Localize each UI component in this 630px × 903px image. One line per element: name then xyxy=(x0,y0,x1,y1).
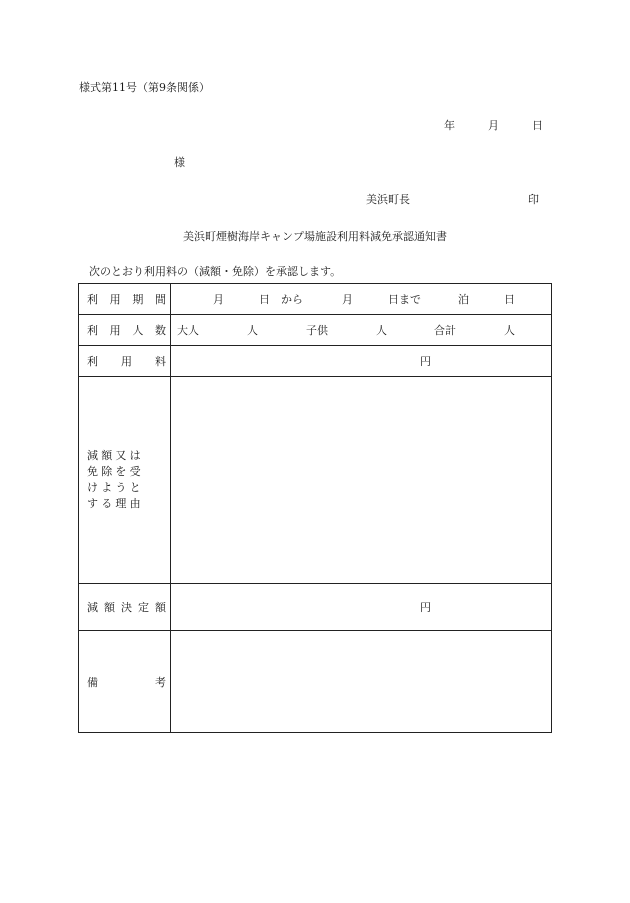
users-adult-unit: 人 xyxy=(247,324,258,337)
table-row-fee xyxy=(79,346,552,377)
period-from: から xyxy=(281,293,303,306)
reason-label: 減額又は免除を受けようとする理由 xyxy=(87,449,144,510)
period-month-1: 月 xyxy=(213,293,224,306)
users-child-unit: 人 xyxy=(376,324,387,337)
remarks-label-cell xyxy=(79,631,171,733)
users-label: 利 用 人 数 xyxy=(87,324,166,337)
document-title: 美浜町煙樹海岸キャンプ場施設利用料減免承認通知書 xyxy=(183,230,447,243)
seal-mark: 印 xyxy=(528,193,539,206)
period-value-cell[interactable] xyxy=(171,284,552,315)
table-row-users xyxy=(79,315,552,346)
reduction-unit: 円 xyxy=(420,601,431,614)
approval-table xyxy=(78,283,552,733)
users-adult: 大人 xyxy=(177,324,199,337)
period-label: 利 用 期 間 xyxy=(87,293,166,306)
date-day: 日 xyxy=(532,119,543,132)
fee-unit: 円 xyxy=(420,355,431,368)
reduction-value-cell[interactable] xyxy=(171,584,552,631)
date-year: 年 xyxy=(444,119,455,132)
table-row-reduction xyxy=(79,584,552,631)
fee-value-cell[interactable] xyxy=(171,346,552,377)
date-month: 月 xyxy=(488,119,499,132)
period-until: 日まで xyxy=(388,293,421,306)
fee-label-cell xyxy=(79,346,171,377)
table-row-remarks xyxy=(79,631,552,733)
remarks-label: 備 考 xyxy=(87,675,166,689)
issuer-name: 美浜町長 xyxy=(366,193,410,206)
intro-text: 次のとおり利用料の（減額・免除）を承認します。 xyxy=(89,265,342,278)
period-month-2: 月 xyxy=(342,293,353,306)
period-day-1: 日 xyxy=(259,293,270,306)
fee-label: 利 用 料 xyxy=(87,355,166,368)
addressee: 様 xyxy=(174,156,185,169)
users-total-unit: 人 xyxy=(504,324,515,337)
reason-label-cell xyxy=(79,377,171,584)
users-child: 子供 xyxy=(306,324,328,337)
remarks-value-cell[interactable] xyxy=(171,631,552,733)
period-nights: 泊 xyxy=(458,293,469,306)
reduction-label-cell xyxy=(79,584,171,631)
period-label-cell xyxy=(79,284,171,315)
period-days: 日 xyxy=(504,293,515,306)
reduction-label: 減 額 決 定 額 xyxy=(87,601,166,614)
date-line xyxy=(444,120,543,131)
table-row-period xyxy=(79,284,552,315)
reason-value-cell[interactable] xyxy=(171,377,552,584)
form-number: 様式第11号（第9条関係） xyxy=(79,81,210,94)
table-row-reason xyxy=(79,377,552,584)
users-value-cell[interactable] xyxy=(171,315,552,346)
users-total: 合計 xyxy=(434,324,456,337)
users-label-cell xyxy=(79,315,171,346)
